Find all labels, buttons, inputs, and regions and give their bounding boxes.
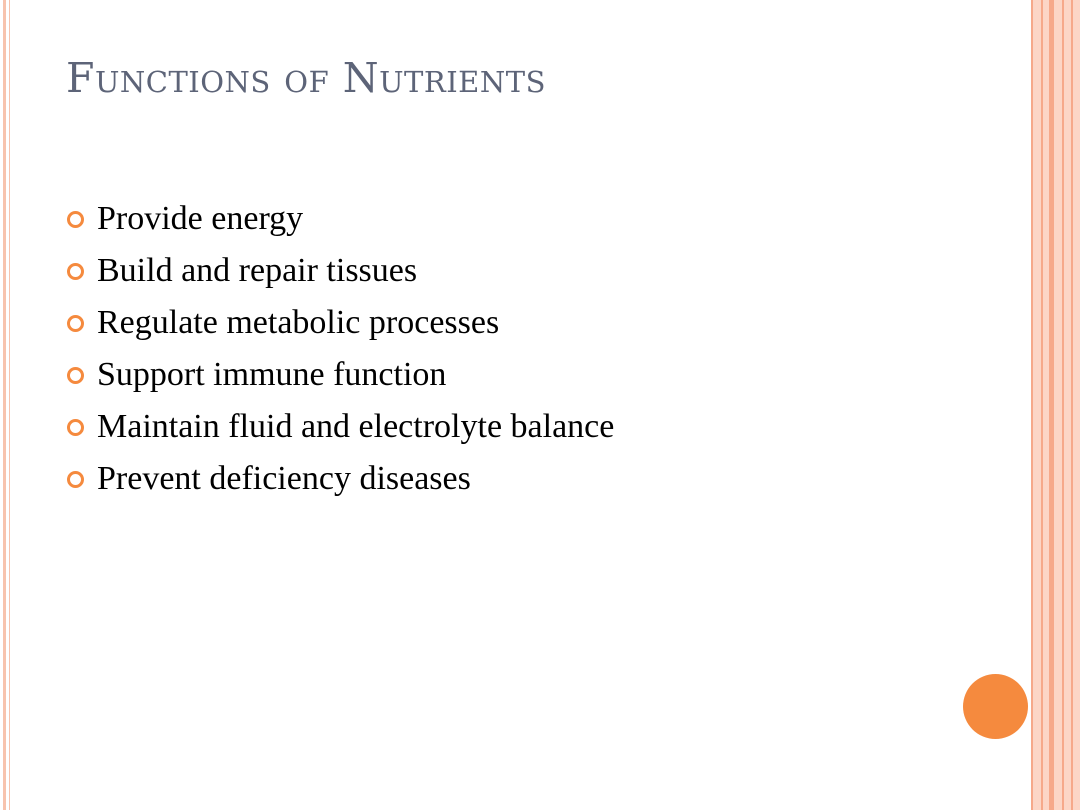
hollow-circle-bullet-icon [67, 367, 84, 384]
hollow-circle-bullet-icon [67, 315, 84, 332]
hollow-circle-bullet-icon [67, 471, 84, 488]
bullet-text: Regulate metabolic processes [97, 304, 500, 341]
bullet-item [67, 349, 614, 401]
bullet-item [67, 401, 614, 453]
left-border-line [9, 0, 10, 810]
bullet-text: Support immune function [97, 356, 447, 393]
slide-title: Functions of Nutrients [66, 54, 546, 102]
hollow-circle-bullet-icon [67, 419, 84, 436]
right-border-stripe [1031, 0, 1033, 810]
bullet-text: Build and repair tissues [97, 252, 418, 289]
bullet-text: Prevent deficiency diseases [97, 460, 471, 497]
right-border-stripe [1041, 0, 1043, 810]
bullet-item [67, 297, 614, 349]
bullet-item [67, 453, 614, 505]
bullet-text: Provide energy [97, 200, 304, 237]
hollow-circle-bullet-icon [67, 263, 84, 280]
right-border-stripe [1071, 0, 1073, 810]
right-border-stripe [1049, 0, 1054, 810]
bullet-item [67, 245, 614, 297]
right-border-stripe [1062, 0, 1064, 810]
bullet-text: Maintain fluid and electrolyte balance [97, 408, 615, 445]
left-border-line [3, 0, 6, 810]
hollow-circle-bullet-icon [67, 211, 84, 228]
bullet-item [67, 193, 614, 245]
orange-circle-icon [963, 674, 1028, 739]
bullet-list [67, 193, 614, 505]
